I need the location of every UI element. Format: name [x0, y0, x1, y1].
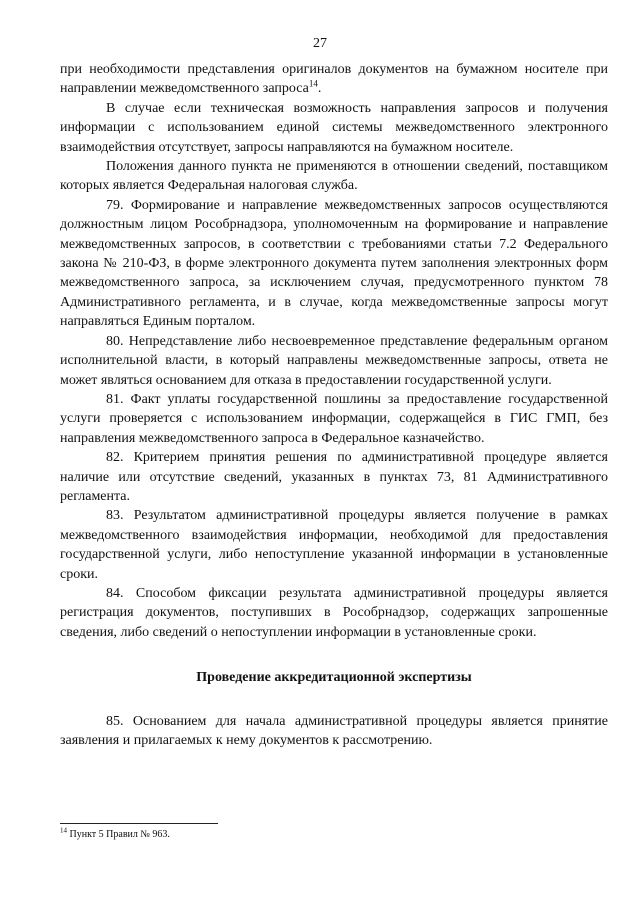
paragraph-79: 79. Формирование и направление межведомственных запросов осуществляются должностным лицом Рособрнадзора, уполномоченным на формирование и направление межведомственных запросов, в соответствии с требованиями статьи 7.2 Федерального закона № 210-ФЗ, в форме электронного документа путем заполнения электронных форм межведомственного запроса, за исключением случая, предусмотренного пунктом 78 Административного регламента, и в случае, когда межведомственные запросы могут направляться Единым порталом.: [60, 197, 608, 330]
footnote-text: Пункт 5 Правил № 963.: [67, 829, 170, 840]
paragraph: Положения данного пункта не применяются в отношении сведений, поставщиком которых является Федеральная налоговая служба.: [60, 159, 608, 194]
paragraph-text: при необходимости представления оригиналов документов на бумажном носителе при направлении межведомственного запроса: [60, 62, 608, 97]
footnote-reference[interactable]: 14: [308, 78, 318, 89]
footnote-divider: [60, 823, 218, 824]
paragraph-85: 85. Основанием для начала административной процедуры является принятие заявления и прилагаемых к нему документов к рассмотрению.: [60, 713, 608, 748]
paragraph-81: 81. Факт уплаты государственной пошлины за предоставление государственной услуги проверяется с использованием информации, содержащейся в ГИС ГМП, без направления межведомственного запроса в Федеральное казначейство.: [60, 391, 608, 446]
footnote: [60, 828, 608, 841]
paragraph-end: .: [317, 81, 322, 97]
document-body: [60, 60, 608, 750]
footnote-number: 14: [60, 826, 67, 835]
section-heading: Проведение аккредитационной экспертизы: [196, 670, 472, 686]
paragraph: В случае если техническая возможность направления запросов и получения информации с использованием единой системы межведомственного электронного взаимодействия отсутствует, запросы направляются на бумажном носителе.: [60, 100, 608, 155]
paragraph-84: 84. Способом фиксации результата административной процедуры является регистрация документов, поступивших в Рособрнадзор, содержащих запрошенные сведения, либо сведений о непоступлении информации в установленные сроки.: [60, 585, 608, 640]
paragraph-82: 82. Критерием принятия решения по административной процедуре является наличие или отсутствие сведений, указанных в пунктах 73, 81 Административного регламента.: [60, 450, 608, 504]
paragraph-continuation: [60, 60, 608, 99]
paragraph-83: 83. Результатом административной процедуры является получение в рамках межведомственного взаимодействия информации, необходимой для предоставления государственной услуги, либо непоступление указанной информации в установленные сроки.: [60, 508, 608, 582]
paragraph-80: 80. Непредставление либо несвоевременное представление федеральным органом исполнительной власти, в который направлены межведомственные запросы, ответа не может являться основанием для отказа в предоставлении государственной услуги.: [60, 333, 608, 388]
page-number: 27: [313, 36, 327, 51]
